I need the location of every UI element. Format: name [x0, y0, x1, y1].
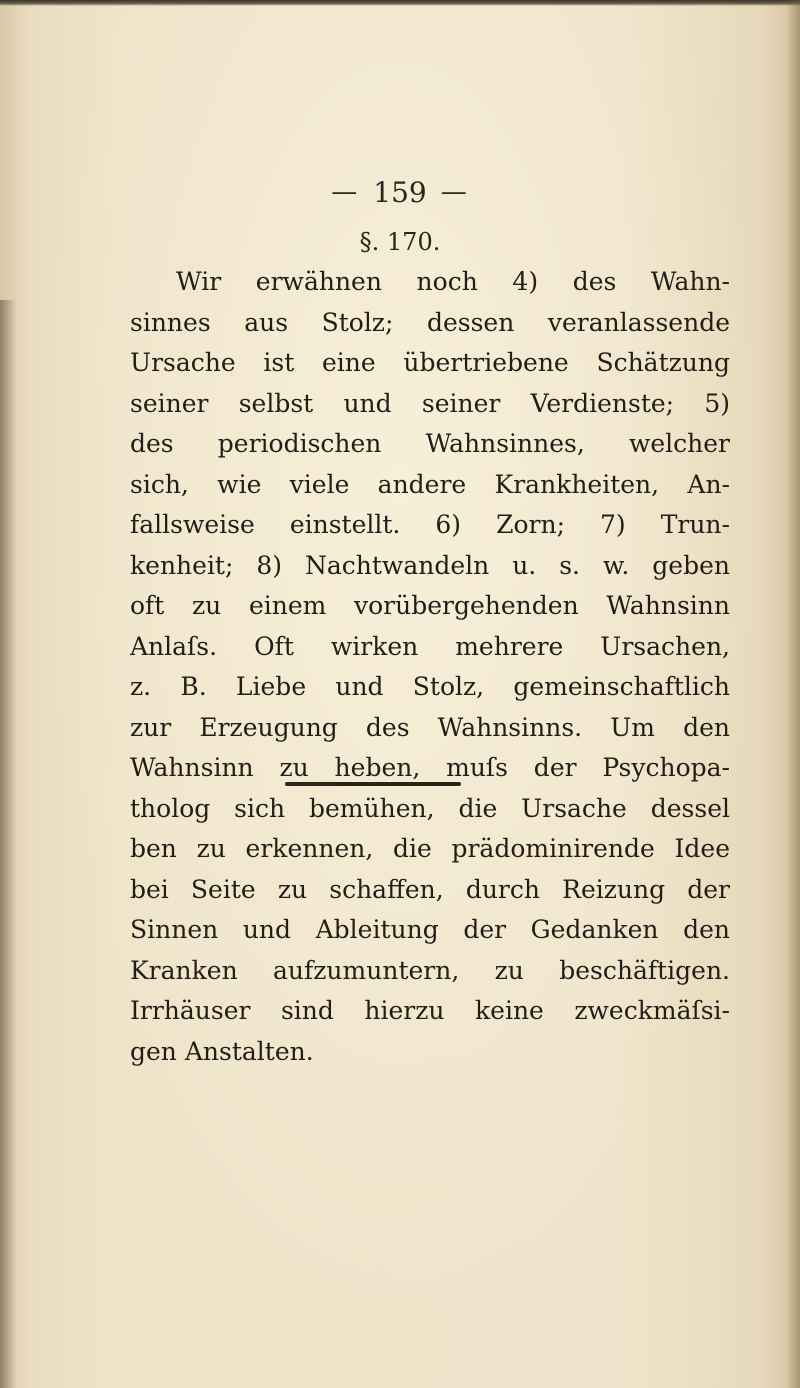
text-line: Wir erwähnen noch 4) des Wahn-	[176, 267, 730, 296]
text-line: seiner selbst und seiner Verdienste; 5)	[130, 388, 730, 418]
end-rule	[285, 782, 461, 786]
text-line: ben zu erkennen, die prädominirende Idee	[130, 834, 730, 863]
text-line: Kranken aufzumuntern, zu beschäftigen.	[130, 955, 730, 985]
page-number: 159	[373, 175, 427, 209]
binding-shadow	[0, 300, 16, 1388]
text-line: kenheit; 8) Nachtwandeln u. s. w. geben	[130, 550, 730, 580]
section-heading: §. 170.	[359, 228, 441, 256]
text-line: sich, wie viele andere Krankheiten, An-	[130, 469, 730, 499]
text-line: Ursache ist eine übertriebene Schätzung	[130, 348, 730, 377]
text-line: tholog sich bemühen, die Ursache dessel	[130, 793, 730, 823]
header-dash-right: —	[440, 177, 469, 207]
body-paragraph	[130, 262, 730, 1072]
page-header	[0, 172, 800, 212]
text-line: fallsweise einstellt. 6) Zorn; 7) Trun-	[130, 510, 730, 539]
text-line: des periodischen Wahnsinnes, welcher	[130, 429, 730, 458]
text-line: bei Seite zu schaffen, durch Reizung der	[130, 874, 730, 904]
text-line: sinnes aus Stolz; dessen veranlassende	[130, 307, 730, 337]
text-line: Irrhäuser sind hierzu keine zweckmäſsi-	[130, 996, 730, 1025]
text-line: Anlaſs. Oft wirken mehrere Ursachen,	[130, 631, 730, 661]
page-top-edge	[0, 0, 800, 6]
header-dash-left: —	[331, 177, 360, 207]
text-line: Wahnsinn zu heben, muſs der Psychopa-	[130, 753, 730, 782]
text-line: Sinnen und Ableitung der Gedanken den	[130, 915, 730, 944]
text-line: oft zu einem vorübergehenden Wahnsinn	[130, 591, 730, 620]
text-line: zur Erzeugung des Wahnsinns. Um den	[130, 712, 730, 742]
text-line: z. B. Liebe und Stolz, gemeinschaftlich	[130, 672, 730, 701]
text-line: gen Anstalten.	[130, 1036, 314, 1066]
